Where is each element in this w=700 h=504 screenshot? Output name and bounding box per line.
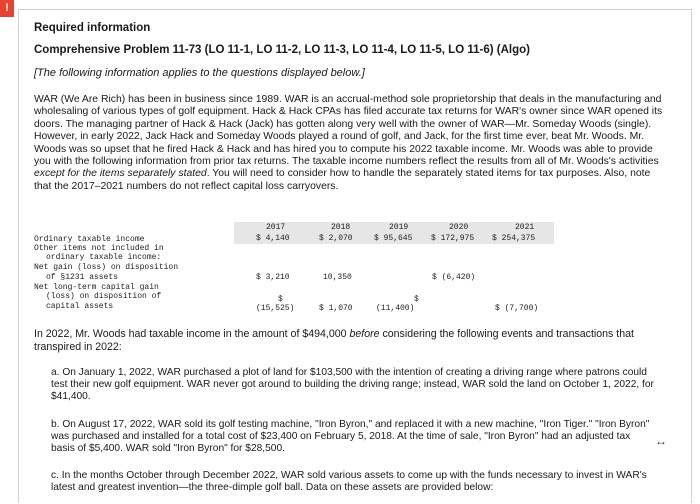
intro-emphasis: before (349, 328, 380, 340)
ordinary-2021: $ 254,375 (492, 234, 536, 243)
net-1231-2018: 10,350 (323, 273, 352, 282)
events-intro (34, 328, 674, 353)
year-2020: 2020 (449, 223, 469, 232)
ltcg-label-1: Net long-term capital gain (34, 283, 159, 292)
intro-text-2: considering the following events and transactions that transpired in 2022: (34, 328, 634, 353)
event-item-b: b. On August 17, 2022, WAR sold its golf testing machine, "Iron Byron," and replaced it with a new machine, "Iron Tiger." "Iron Byron" was purchased and installed for a total cost of $23,400 on February 5, 2018. At the time of sale, "Iron Byron" had an adjusted tax basis of $5,400. WAR sold "Iron Byron" for $28,500. (51, 419, 650, 455)
background-paragraph (34, 94, 666, 193)
net-1231-label-1: Net gain (loss) on disposition (34, 263, 179, 272)
question-card (18, 9, 692, 503)
paragraph-text-1: WAR (We Are Rich) has been in business since 1989. WAR is an accrual-method sole proprietorship that deals in the manufacturing and wholesaling of various types of golf equipment. Hack & Hack CPAs has filed accurate tax returns for WAR's owner since WAR opened its doors. The managing partner of Hack & Hack (Jack) has gotten along very well with the owner of WAR—Mr. Someday Woods (single). However, in early 2022, Jack Hack and Someday Woods played a round of golf, and Jack, for the first time ever, beat Mr. Woods. Mr. Woods was so upset that he fired Hack & Hack and has hired you to compute his 2022 taxable income. Mr. Woods was able to provide you with the following information from prior tax returns. The taxable income numbers reflect the results from all of Mr. Woods's activities (34, 94, 663, 168)
info-note: [The following information applies to the questions displayed below.] (34, 67, 365, 79)
other-items-label-1: Other items not included in (34, 244, 164, 253)
ltcg-label-2: (loss) on disposition of (46, 292, 162, 301)
year-2021: 2021 (515, 223, 535, 232)
intro-text-1: In 2022, Mr. Woods had taxable income in the amount of $494,000 (34, 328, 350, 340)
ltcg-2021: $ (7,700) (495, 304, 539, 313)
net-1231-2020: $ (6,420) (432, 273, 476, 282)
net-1231-label-2: of §1231 assets (46, 273, 119, 282)
ltcg-2019: (11,400) (376, 304, 415, 313)
ltcg-2017: (15,525) (256, 304, 295, 313)
ordinary-2019: $ 95,645 (374, 234, 413, 243)
net-1231-2017: $ 3,210 (256, 273, 290, 282)
ordinary-2018: $ 2,070 (319, 234, 353, 243)
ltcg-dollar-2020: $ (414, 295, 419, 304)
other-items-label-2: ordinary taxable income: (46, 253, 162, 262)
problem-title: Comprehensive Problem 11-73 (LO 11-1, LO 11-2, LO 11-3, LO 11-4, LO 11-5, LO 11-6) (Algo) (34, 44, 530, 56)
mouse-cursor-icon: ↔ (655, 434, 667, 448)
event-item-c: c. In the months October through December 2022, WAR sold various assets to come up with the funds necessary to invest in WAR's latest and greatest invention—the three-dimple golf ball. Data on these assets are provided below: (51, 470, 647, 494)
ltcg-2018: $ 1,070 (319, 304, 353, 313)
ltcg-dollar-2017: $ (278, 295, 283, 304)
year-2018: 2018 (331, 223, 351, 232)
prior-returns-table (34, 222, 554, 318)
ltcg-label-3: capital assets (46, 302, 114, 311)
alert-badge: ! (0, 0, 14, 17)
paragraph-text-2: . You will need to consider how to handle the separately stated items for tax purposes. Also, note that the 2017–2021 numbers do not reflect capital loss carryovers. (34, 168, 651, 192)
event-item-a: a. On January 1, 2022, WAR purchased a plot of land for $103,500 with the intention of creating a driving range where patrons could test their new golf equipment. WAR never got around to building the driving range; instead, WAR sold the land on October 1, 2022, for $41,400. (51, 367, 654, 403)
required-information-heading: Required information (34, 22, 151, 34)
year-2019: 2019 (389, 223, 409, 232)
paragraph-emphasis: except for the items separately stated (34, 168, 207, 180)
year-2017: 2017 (266, 223, 286, 232)
ordinary-2020: $ 172,975 (431, 234, 475, 243)
ordinary-2017: $ 4,140 (256, 234, 290, 243)
ordinary-income-label: Ordinary taxable income (34, 235, 145, 244)
